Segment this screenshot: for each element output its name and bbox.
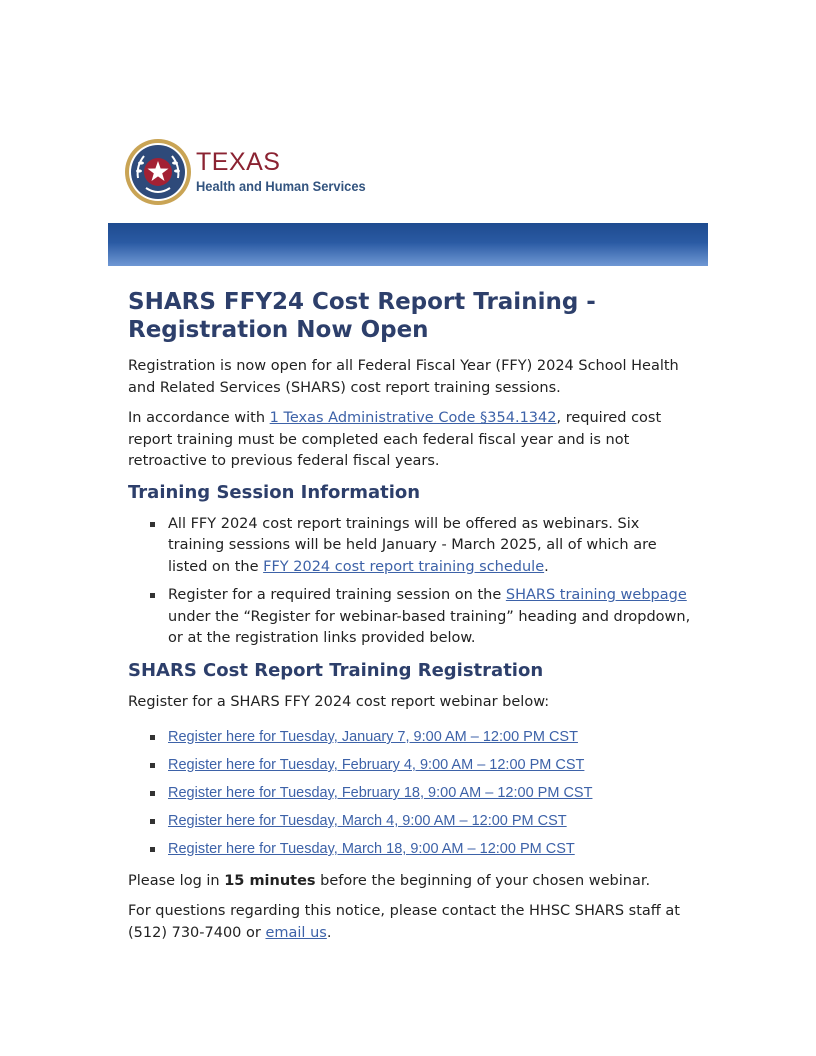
login-text-end: before the beginning of your chosen webinar. [315,872,651,889]
login-note [128,871,698,893]
contact-text-end: . [326,924,332,941]
list-item [168,839,698,861]
intro-paragraph: Registration is now open for all Federal Fiscal Year (FFY) 2024 School Health and Related Services (SHARS) cost report training sessions. [128,358,679,396]
login-minutes: 15 minutes [224,872,316,889]
shars-training-link[interactable]: SHARS training webpage [505,587,687,603]
page-title: SHARS FFY24 Cost Report Training - Registration Now Open [128,289,596,343]
session-info-list [128,514,698,650]
registration-intro: Register for a SHARS FFY 2024 cost report webinar below: [128,693,550,710]
logo-hhs-text: Health and Human Services [196,178,366,194]
list-item [168,585,698,650]
logo-texas-text: TEXAS [196,148,281,176]
register-link-feb-4[interactable]: Register here for Tuesday, February 4, 9:00 AM – 12:00 PM CST [168,757,585,773]
list-item [168,755,698,777]
bullet-text-end: . [544,558,549,575]
list-item [168,514,698,579]
texas-seal-icon [124,138,192,206]
tac-link[interactable]: 1 Texas Administrative Code §354.1342 [269,410,557,426]
registration-heading: SHARS Cost Report Training Registration [128,659,544,681]
notice-body [128,288,698,953]
session-info-heading: Training Session Information [128,481,421,503]
register-link-jan-7[interactable]: Register here for Tuesday, January 7, 9:00 AM – 12:00 PM CST [168,729,578,745]
register-link-feb-18[interactable]: Register here for Tuesday, February 18, 9:00 AM – 12:00 PM CST [168,785,593,801]
accordance-paragraph [128,408,698,473]
accordance-text: In accordance with [128,410,270,426]
bullet-text: Register for a required training session on the [168,587,506,603]
list-item [168,727,698,749]
accordance-text-end: , required cost report training must be completed each federal fiscal year and is not retroactive to previous federal fiscal years. [128,410,662,469]
list-item [168,811,698,833]
email-us-link[interactable]: email us [265,924,327,941]
header-banner [108,223,708,266]
bullet-text: All FFY 2024 cost report trainings will be offered as webinars. Six training sessions will be held January - March 2025, all of which are listed on the [168,515,657,575]
login-text: Please log in [128,872,225,889]
bullet-text-end: under the “Register for webinar-based training” heading and dropdown, or at the registration links provided below. [168,608,691,646]
registration-list [128,727,698,861]
register-link-mar-18[interactable]: Register here for Tuesday, March 18, 9:00 AM – 12:00 PM CST [168,841,575,857]
list-item [168,783,698,805]
register-link-mar-4[interactable]: Register here for Tuesday, March 4, 9:00 AM – 12:00 PM CST [168,813,567,829]
contact-paragraph [128,901,698,944]
hhs-logo [124,138,384,210]
contact-text: For questions regarding this notice, please contact the HHSC SHARS staff at (512) 730-7400 or [128,903,680,941]
schedule-link[interactable]: FFY 2024 cost report training schedule [263,558,545,575]
